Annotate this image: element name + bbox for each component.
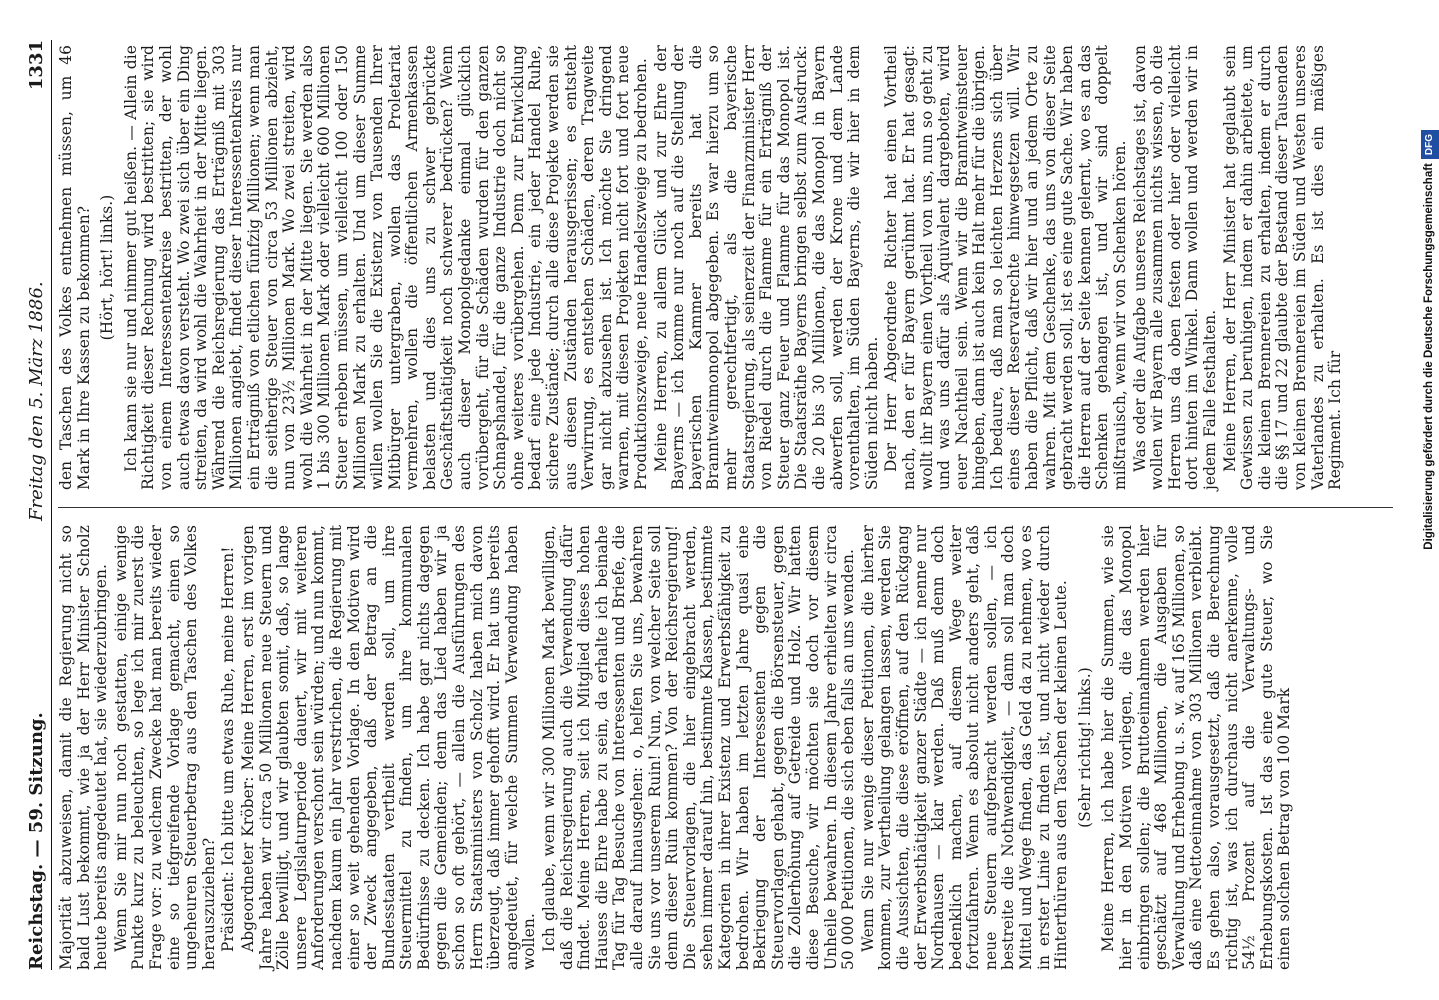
header-session: Reichstag. — 59. Sitzung. — [26, 712, 47, 970]
header-date: Freitag den 5. März 1886. — [26, 281, 47, 521]
digitization-notice — [1420, 130, 1438, 990]
paragraph-kroeber: Abgeordneter Kröber: Meine Herren, erst im vorigen Jahre haben wir circa 50 Millionen neue Steuern und Zölle bewilligt, und wir glaubten somit, daß, so lange unsere Legislaturperiode dauert, wir mit weiteren Anforderungen verschont sein würden; und nun kommt, nachdem kaum ein Jahr verstrichen, die Regierung mit einer so weit gehenden Vorlage. In den Motiven wird der Zweck angegeben, daß der Betrag an die Bundesstaaten vertheilt werden soll, um ihre Steuermittel zu finden, um ihre kommunalen Bedürfnisse zu decken. Ich habe gar nichts dagegen gegen die Gemeinden; denn das Lied haben wir ja schon so oft gehört, — allein die Ausführungen des Herrn Staatsministers von Scholz haben mich davon überzeugt, daß immer gehofft wird. Er hat uns bereits angedeutet, für welche Summen Verwendung haben wollen. — [238, 525, 539, 970]
interjection: (Sehr richtig! links.) — [1075, 667, 1094, 828]
paragraph: Majorität abzuweisen, damit die Regierung nicht so bald Lust bekommt, wie ja der Herr Minister Scholz heute bereits angedeutet hat, sie wiederzubringen. — [57, 525, 111, 970]
dfg-logo: DFG — [1421, 130, 1439, 159]
left-column — [58, 525, 1393, 970]
column-divider — [58, 507, 1393, 508]
paragraph: Was oder die Aufgabe unseres Reichstages ist, davon wollen wir Bayern alle zusammen nichts wissen, ob die Herren uns da oben festen oder hier oder vielleicht dort hinten im Winkel. Dann wollen und werden wir in jedem Falle festhalten. — [1130, 45, 1219, 490]
paragraph: Wenn Sie mir nun noch gestatten, einige wenige Punkte kurz zu beleuchten, so lege ich mir zuerst die Frage vor: zu welchem Zwecke hat man bereits wieder eine so tiefgreifende Vorlage gemacht, einen so ungeheuren Steuerbetrag aus den Taschen des Volkes herauszuziehen? — [111, 525, 218, 970]
interjection: (Hört, hört! links.) — [98, 194, 117, 341]
paragraph: den Taschen des Volkes entnehmen müssen, um 46 Mark in Ihre Kassen zu bekommen? — [57, 45, 93, 490]
paragraph: Meine Herren, der Herr Minister hat geglaubt sein Gewissen zu beruhigen, indem er dahin arbeitete, um die kleinen Brennereien zu erhalten, indem er durch die §§ 17 und 22 glaubte der Bestand dieser Tausenden von kleinen Brennereien im Süden und Westen unseres Vaterlandes zu erhalten. Es ist dies ein mäßiges Regiment. Ich für — [1220, 45, 1345, 490]
paragraph: Der Herr Abgeordnete Richter hat einen Vortheil nach, den er für Bayern gerühmt hat. Er hat gesagt: wollt ihr Bayern einen Vortheil von uns, nun so geht zu und was uns dafür als Äquivalent dargeboten, wird euer Nachtheil sein. Wenn wir die Branntweinsteuer hingeben, dann ist auch kein Halt mehr für die übrigen. Ich bedaure, daß man so leichten Herzens sich über eines dieser Reservatrechte hinwegsetzen will. Wir haben die Pflicht, daß wir hier und an jedem Orte zu wahren. Mit dem Geschenke, das uns von dieser Seite gebracht werden soll, ist es eine gute Sache. Wir haben die Herren auf der Seite kennen gelernt, wo es an das Schenken gehangen ist, und wir sind doppelt mißtrauisch, wenn wir von Schenken hören. — [882, 45, 1130, 490]
page-number: 1331 — [26, 40, 47, 91]
document-page — [18, 40, 1403, 970]
paragraph: Meine Herren, zu allem Glück und zur Ehre der Bayerns — ich komme nur noch auf die Stellung der bayerischen Kammer bereits hat die Branntweinmonopol abgegeben. Es war hierzu um so mehr gerechtfertigt, als die bayerische Staatsregierung, als seinerzeit der Finanzminister Herr von Riedel durch die Flamme für ein Erträgniß der Steuer ganz Feuer und Flamme für das Monopol ist. Die Staatsräthe Bayerns bringen selbst zum Ausdruck: die 20 bis 30 Millionen, die das Monopol in Bayern abwerfen soll, werden der Krone und dem Lande vorenthalten, im Süden Bayerns, die wir hier in dem Süden nicht haben. — [651, 45, 881, 490]
digitization-text: Digitalisierung gefördert durch die Deutsche Forschungsgemeinschaft — [1423, 163, 1435, 550]
paragraph: Wenn Sie nur wenige dieser Petitionen, die hierher kommen, zur Vertheilung gelangen lassen, werden Sie die Aussichten, die diese eröffnen, auf den Rückgang der Erwerbsthätigkeit ganzer Städte — ich nenne nur Nordhausen — klar werden. Daß muß denn doch bedenklich machen, auf diesem Wege weiter fortzufahren. Wenn es absolut nicht anders geht, daß neue Steuern aufgebracht werden sollen, — ich bestreite die Nothwendigkeit, — dann soll man doch Mittel und Wege finden, das Geld da zu nehmen, wo es in erster Linie zu finden ist, und nicht wieder durch Hinterthüren aus den Taschen der kleinen Leute. — [858, 525, 1071, 970]
paragraph: Ich glaube, wenn wir 300 Millionen Mark bewilligen, daß die Reichsregierung auch die Verwendung dafür findet. Meine Herren, seit ich Mitglied dieses hohen Hauses die Ehre habe zu sein, da erhalte ich beinahe Tag für Tag Besuche von Interessenten und Briefe, die alle darauf hinausgehen: o, helfen Sie uns, bewahren Sie uns vor unserem Ruin! Nun, von welcher Seite soll denn dieser Ruin kommen? Von der Reichsregierung! Die Steuervorlagen, die hier eingebracht werden, sehen immer darauf hin, bestimmte Klassen, bestimmte Kategorien in ihrer Existenz und Erwerbsfähigkeit zu bedrohen. Wir haben im letzten Jahre quasi eine Bekriegung der Interessenten gegen die Steuervorlagen gehabt, gegen die Börsensteuer, gegen die Zollerhöhung auf Getreide und Holz. Wir hatten diese Besuche, wir möchten sie doch vor diesem Unheile bewahren. In diesem Jahre erhielten wir circa 50 000 Petitionen, die sich eben falls an uns wenden. — [540, 525, 858, 970]
paragraph: Ich kann sie nur und nimmer gut heißen. — Allein die Richtigkeit dieser Rechnung wird bestritten; sie wird von einem Interessentenkreise bestritten, der wohl auch etwas davon versteht. Wo zwei sich über ein Ding streiten, da wird wohl die Wahrheit in der Mitte liegen. Während die Reichsregierung das Erträgniß mit 303 Millionen angiebt, findet dieser Interessentenkreis nur ein Erträgniß von etlichen fünfzig Millionen; wenn man die seitherige Steuer von circa 53 Millionen abzieht, nun von 23½ Millionen Mark. Wo zwei streiten, wird wohl die Wahrheit in der Mitte liegen. Sie werden also 1 bis 300 Millionen Mark oder vielleicht 600 Millionen Steuer erheben müssen, um vielleicht 100 oder 150 Millionen Mark zu erhalten. Und um dieser Summe willen wollen Sie die Existenz von Tausenden Ihrer Mitbürger untergraben, wollen das Proletariat vermehren, wollen die öffentlichen Armenkassen belasten und dies uns zu schwer gebrückte Geschäftsthätigkeit noch schwerer bedrücken? Wenn auch dieser Monopolgedanke einmal glücklich vorübergeht, für die Schäden wurden für den ganzen Schnapshandel, für die ganze Industrie doch nicht so ohne weiteres vorübergehen. Denn zur Entwicklung bedarf eine jede Industrie, ein jeder Handel Ruhe, sichere Zustände; durch alle diese Projekte werden sie aus diesen Zuständen herausgerissen; es entsteht Verwirrung, es entstehen Schäden, deren Tragweite gar nicht abzusehen ist. Ich möchte Sie dringend warnen, mit diesen Projekten nicht fort und fort neue Produktionszweige, neue Handelszweige zu bedrohen. — [121, 45, 650, 490]
page-header — [18, 40, 52, 970]
right-column — [58, 45, 1393, 490]
paragraph-president: Präsident: Ich bitte um etwas Ruhe, meine Herren! — [219, 546, 238, 952]
paragraph: Meine Herren, ich habe hier die Summen, wie sie hier in den Motiven vorliegen, die das Monopol einbringen sollen; die Bruttoeinnahmen werden hier geschätzt auf 468 Millionen, die Ausgaben für Verwaltung und Erhebung u. s. w. auf 165 Millionen, so daß eine Nettoeinnahme von 303 Millionen verbleibt. Es gehen also, vorausgesetzt, daß die Berechnung richtig ist, was ich durchaus nicht anerkenne, volle 54½ Prozent auf die Verwaltungs- und Erhebungskosten. Ist das eine gute Steuer, wo Sie einen solchen Betrag von 100 Mark — [1099, 525, 1294, 970]
